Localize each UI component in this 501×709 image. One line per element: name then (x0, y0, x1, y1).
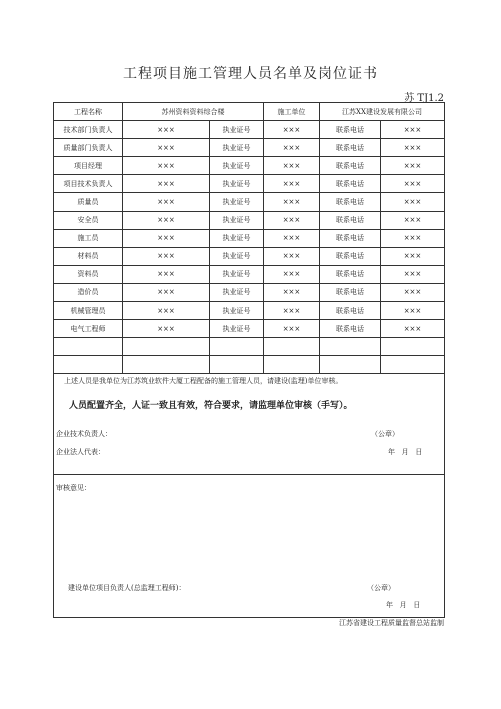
name-cell: ××× (123, 157, 210, 175)
table-row (54, 283, 445, 301)
phone-label-cell: 联系电话 (320, 193, 381, 211)
name-cell: ××× (123, 175, 210, 193)
role-cell: 材料员 (54, 247, 123, 265)
cert-cell: ××× (264, 265, 320, 283)
cert-label-cell: 执业证号 (210, 193, 264, 211)
stamp-2: （公章） (367, 584, 395, 592)
date-1: 年 月 日 (388, 448, 423, 456)
name-cell: ××× (123, 302, 210, 320)
cert-cell: ××× (264, 283, 320, 301)
phone-label-cell: 联系电话 (320, 157, 381, 175)
phone-label-cell: 联系电话 (320, 247, 381, 265)
name-cell (123, 338, 210, 356)
phone-label-cell: 联系电话 (320, 175, 381, 193)
phone-cell: ××× (381, 157, 445, 175)
table-row (54, 338, 445, 356)
cert-label-cell: 执业证号 (210, 175, 264, 193)
role-cell: 造价员 (54, 283, 123, 301)
phone-cell: ××× (381, 229, 445, 247)
cert-label-cell: 执业证号 (210, 302, 264, 320)
phone-label-cell (320, 338, 381, 356)
phone-cell: ××× (381, 175, 445, 193)
phone-cell: ××× (381, 121, 445, 139)
cert-label-cell: 执业证号 (210, 121, 264, 139)
phone-cell: ××× (381, 247, 445, 265)
role-cell: 质量员 (54, 193, 123, 211)
cert-label-cell: 执业证号 (210, 247, 264, 265)
table-row (54, 139, 445, 157)
tech-lead-label: 企业技术负责人： (56, 430, 112, 438)
phone-cell: ××× (381, 265, 445, 283)
phone-label-cell: 联系电话 (320, 302, 381, 320)
role-cell: 施工员 (54, 229, 123, 247)
cert-label-cell: 执业证号 (210, 157, 264, 175)
role-cell: 技术部门负责人 (54, 121, 123, 139)
statement-text: 上述人员是我单位为江苏筑业软件大厦工程配备的施工管理人员，请建设(监理)单位审核。 (64, 377, 343, 385)
role-cell: 安全员 (54, 211, 123, 229)
table-row (54, 175, 445, 193)
cert-cell: ××× (264, 211, 320, 229)
legal-rep-label: 企业法人代表： (56, 448, 105, 456)
cert-label-cell: 执业证号 (210, 283, 264, 301)
cert-cell: ××× (264, 121, 320, 139)
table-row (54, 320, 445, 338)
name-cell: ××× (123, 265, 210, 283)
document-title: 工程项目施工管理人员名单及岗位证书 (123, 66, 378, 82)
header-row (54, 103, 445, 121)
cert-label-cell (210, 338, 264, 356)
role-cell: 资料员 (54, 265, 123, 283)
phone-cell: ××× (381, 320, 445, 338)
role-cell (54, 338, 123, 356)
date-2: 年 月 日 (386, 601, 421, 609)
name-cell: ××× (123, 211, 210, 229)
name-cell: ××× (123, 193, 210, 211)
construction-unit-label: 施工单位 (264, 103, 320, 121)
cert-cell: ××× (264, 157, 320, 175)
role-cell: 机械管理员 (54, 302, 123, 320)
statement-section (53, 370, 445, 475)
cert-cell: ××× (264, 229, 320, 247)
phone-label-cell: 联系电话 (320, 283, 381, 301)
phone-cell: ××× (381, 283, 445, 301)
cert-cell (264, 338, 320, 356)
cert-cell: ××× (264, 320, 320, 338)
cert-label-cell: 执业证号 (210, 139, 264, 157)
name-cell: ××× (123, 247, 210, 265)
project-name-label: 工程名称 (54, 103, 123, 121)
review-section (53, 475, 445, 618)
phone-label-cell: 联系电话 (320, 229, 381, 247)
phone-cell: ××× (381, 211, 445, 229)
role-cell: 质量部门负责人 (54, 139, 123, 157)
phone-cell: ××× (381, 139, 445, 157)
table-row (54, 121, 445, 139)
name-cell: ××× (123, 229, 210, 247)
phone-label-cell: 联系电话 (320, 320, 381, 338)
table-row (54, 265, 445, 283)
phone-cell: ××× (381, 193, 445, 211)
table-row (54, 193, 445, 211)
table-row (54, 157, 445, 175)
cert-label-cell: 执业证号 (210, 265, 264, 283)
stamp-1: （公章） (371, 430, 399, 438)
review-label: 审核意见： (56, 484, 91, 492)
table-row (54, 229, 445, 247)
phone-cell: ××× (381, 302, 445, 320)
table-row (54, 247, 445, 265)
personnel-table (53, 102, 445, 374)
phone-label-cell: 联系电话 (320, 139, 381, 157)
name-cell: ××× (123, 320, 210, 338)
statement-emphasis: 人员配置齐全，人证一致且有效，符合要求，请监理单位审核（手写）。 (69, 401, 353, 411)
owner-label: 建设单位项目负责人(总监理工程师)： (68, 584, 186, 592)
cert-label-cell: 执业证号 (210, 229, 264, 247)
personnel-table-body (54, 103, 445, 374)
cert-cell: ××× (264, 193, 320, 211)
table-row (54, 211, 445, 229)
project-name: 苏州资料资料综合楼 (123, 103, 264, 121)
name-cell: ××× (123, 139, 210, 157)
phone-label-cell: 联系电话 (320, 121, 381, 139)
phone-label-cell: 联系电话 (320, 211, 381, 229)
table-row (54, 302, 445, 320)
construction-unit: 江苏XX建设发展有限公司 (320, 103, 445, 121)
role-cell: 项目技术负责人 (54, 175, 123, 193)
cert-cell: ××× (264, 139, 320, 157)
name-cell: ××× (123, 283, 210, 301)
cert-label-cell: 执业证号 (210, 211, 264, 229)
form-code: 苏 TJ1.2 (404, 93, 444, 104)
phone-cell (381, 338, 445, 356)
footer-text: 江苏省建设工程质量监督总站监制 (339, 619, 444, 627)
role-cell: 电气工程师 (54, 320, 123, 338)
name-cell: ××× (123, 121, 210, 139)
cert-cell: ××× (264, 247, 320, 265)
role-cell: 项目经理 (54, 157, 123, 175)
cert-label-cell: 执业证号 (210, 320, 264, 338)
cert-cell: ××× (264, 175, 320, 193)
phone-label-cell: 联系电话 (320, 265, 381, 283)
cert-cell: ××× (264, 302, 320, 320)
